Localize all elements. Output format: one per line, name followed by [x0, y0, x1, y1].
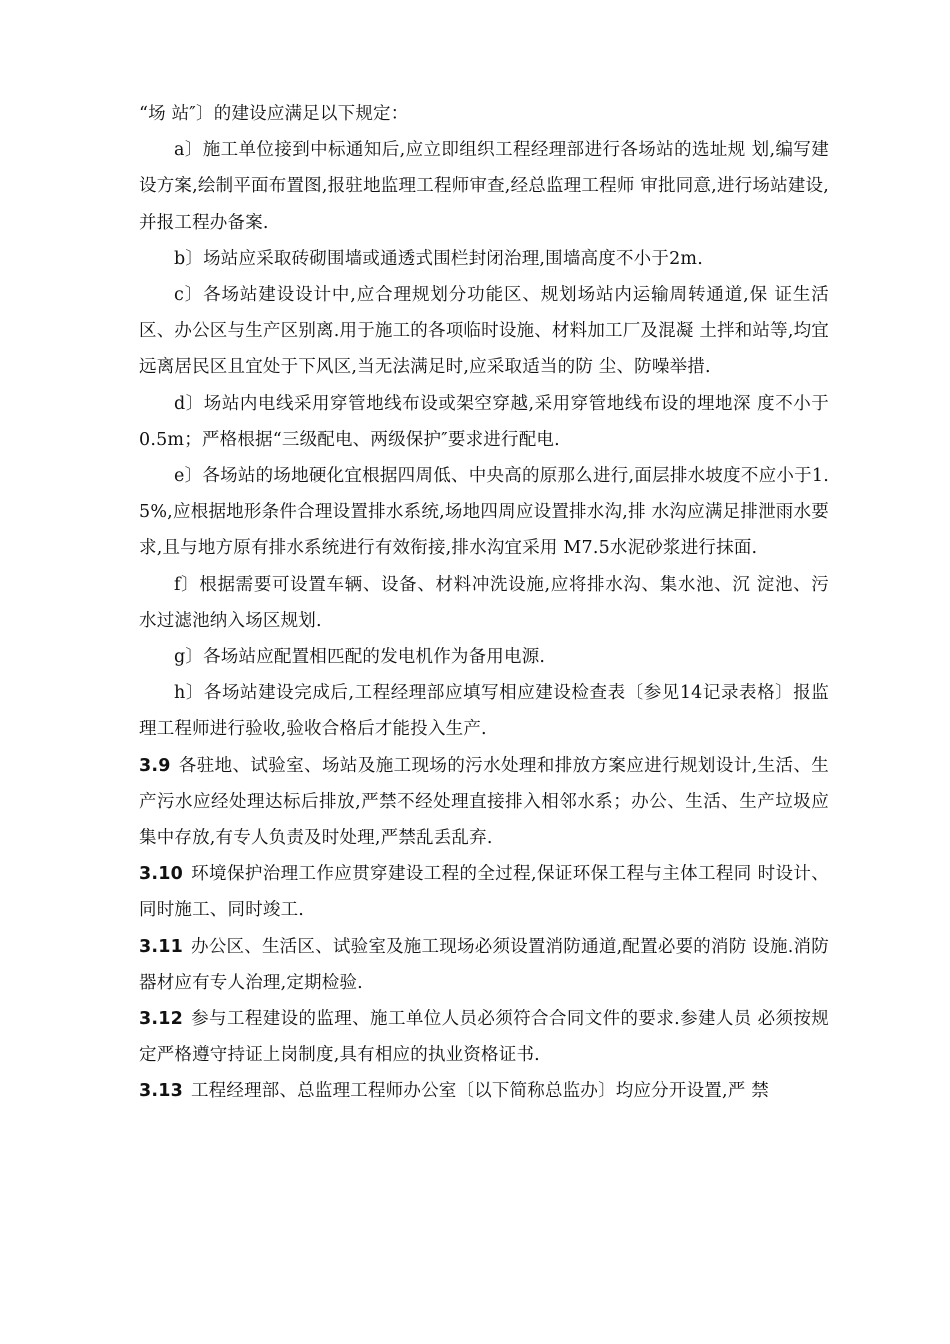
paragraph-item-b: [139, 241, 829, 277]
paragraph-text: e〕各场站的场地硬化宜根据四周低、中央高的原那么进行,面层排水坡度不应小于1.5%,应根据地形条件合理设置排水系统,场地四周应设置排水沟,排 水沟应满足排泄雨水要求,且与地方原有排水系统进行有效衔接,排水沟宜采用 M7.5水泥砂浆进行抹面.: [139, 466, 829, 559]
paragraph-text: b〕场站应采取砖砌围墙或通透式围栏封闭治理,围墙高度不小于2m.: [174, 248, 703, 269]
clause-number: 3.10: [139, 864, 183, 885]
paragraph-item-h: [139, 675, 829, 747]
paragraph-item-g: [139, 639, 829, 675]
clause-text: 办公区、生活区、试验室及施工现场必须设置消防通道,配置必要的消防 设施.消防器材应有专人治理,定期检验.: [139, 936, 829, 993]
clause-text: 各驻地、试验室、场站及施工现场的污水处理和排放方案应进行规划设计,生活、生产污水应经处理达标后排放,严禁不经处理直接排入相邻水系；办公、生活、生产垃圾应集中存放,有专人负责及时处理,严禁乱丢乱弃.: [139, 755, 829, 849]
clause-number: 3.12: [139, 1009, 183, 1030]
clause-text: 工程经理部、总监理工程师办公室〔以下简称总监办〕均应分开设置,严 禁: [190, 1081, 769, 1102]
paragraph-text: a〕施工单位接到中标通知后,应立即组织工程经理部进行各场站的选址规 划,编写建设方案,绘制平面布置图,报驻地监理工程师审查,经总监理工程师 审批同意,进行场站建设,并报工程办备案.: [139, 140, 829, 233]
paragraph-item-a: [139, 132, 829, 241]
paragraph-text: “场 站″〕的建设应满足以下规定：: [139, 104, 409, 124]
clause-3-10: [139, 856, 829, 928]
paragraph-intro: [139, 96, 829, 132]
clause-text: 环境保护治理工作应贯穿建设工程的全过程,保证环保工程与主体工程同 时设计、同时施工、同时竣工.: [139, 864, 829, 921]
paragraph-item-e: [139, 458, 829, 567]
document-body: [139, 96, 829, 1110]
paragraph-text: f〕根据需要可设置车辆、设备、材料冲洗设施,应将排水沟、集水池、沉 淀池、污水过滤池纳入场区规划.: [139, 574, 829, 631]
clause-3-12: [139, 1001, 829, 1073]
clause-number: 3.9: [139, 755, 171, 776]
clause-number: 3.11: [139, 936, 183, 957]
clause-3-13: [139, 1073, 829, 1109]
clause-3-11: [139, 929, 829, 1001]
paragraph-item-c: [139, 277, 829, 386]
clause-text: 参与工程建设的监理、施工单位人员必须符合合同文件的要求.参建人员 必须按规定严格遵守持证上岗制度,具有相应的执业资格证书.: [139, 1009, 829, 1066]
paragraph-item-d: [139, 386, 829, 458]
clause-number: 3.13: [139, 1081, 183, 1102]
paragraph-text: g〕各场站应配置相匹配的发电机作为备用电源.: [174, 647, 546, 668]
clause-3-9: [139, 748, 829, 857]
paragraph-text: h〕各场站建设完成后,工程经理部应填写相应建设检查表〔参见14记录表格〕报监理工程师进行验收,验收合格后才能投入生产.: [139, 683, 829, 740]
paragraph-item-f: [139, 567, 829, 639]
paragraph-text: d〕场站内电线采用穿管地线布设或架空穿越,采用穿管地线布设的埋地深 度不小于0.5m；严格根据“三级配电、两级保护″要求进行配电.: [139, 393, 829, 450]
paragraph-text: c〕各场站建设设计中,应合理规划分功能区、规划场站内运输周转通道,保 证生活区、办公区与生产区别离.用于施工的各项临时设施、材料加工厂及混凝 土拌和站等,均宜远离居民区且宜处于下风区,当无法满足时,应采取适当的防 尘、防噪举措.: [139, 285, 829, 378]
